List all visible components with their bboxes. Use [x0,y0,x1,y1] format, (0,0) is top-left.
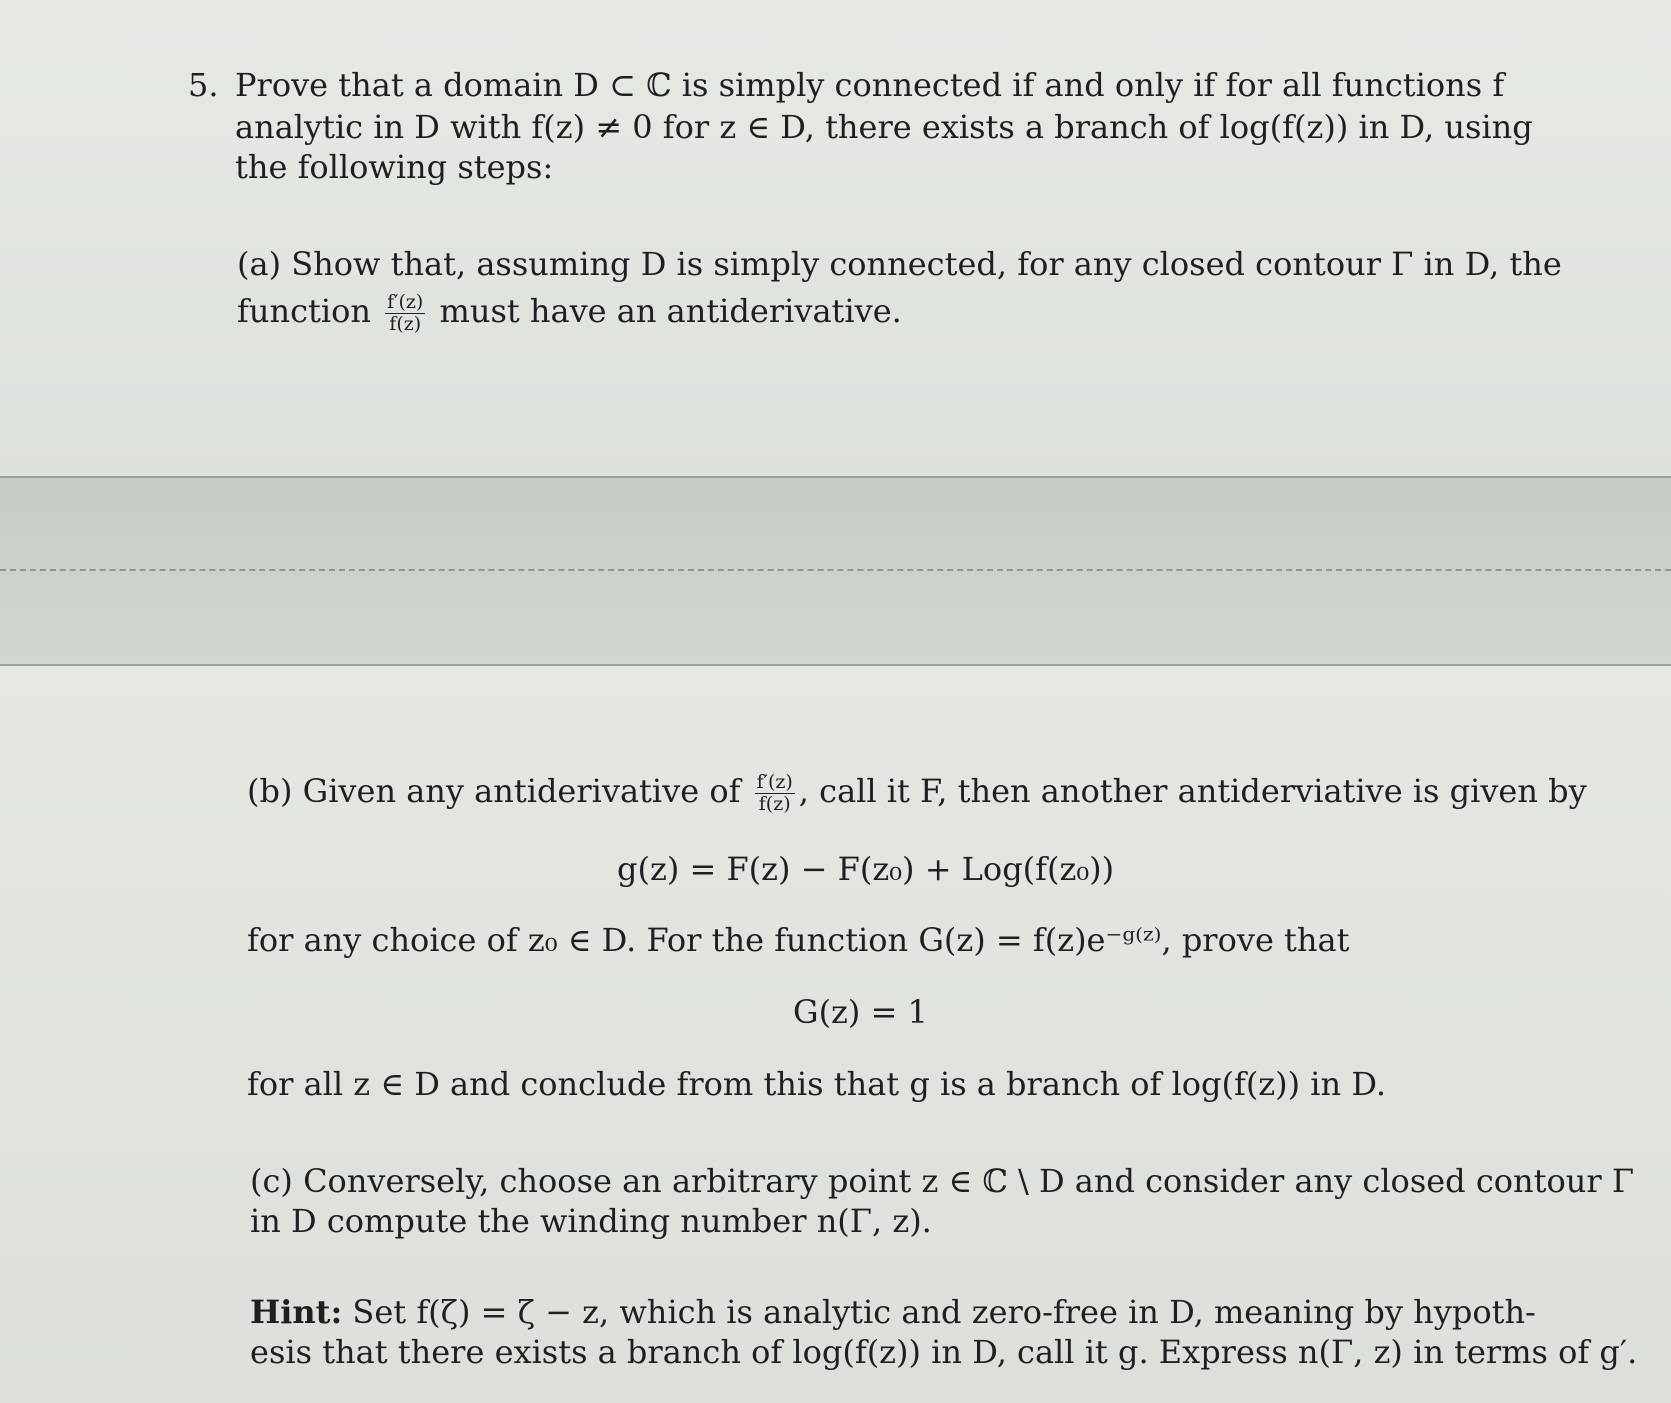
part-b-line1-rest: , call it F, then another antiderviative is given by [798,772,1587,810]
hint-line1 [250,1291,1536,1333]
dashed-divider [0,569,1671,571]
part-b-frac-numerator: f′(z) [756,771,793,793]
problem-intro-line1: Prove that a domain D ⊂ ℂ is simply connected if and only if for all functions f [235,66,1505,104]
part-b-fraction [755,772,795,815]
problem-intro-line3: the following steps: [235,148,554,186]
part-b-equation-G: G(z) = 1 [793,993,928,1031]
part-a-fraction [385,292,425,335]
problem-intro-line2: analytic in D with f(z) ≠ 0 for z ∈ D, there exists a branch of log(f(z)) in D, using [235,108,1533,146]
part-a-line2 [237,290,902,335]
part-b-line3: for all z ∈ D and conclude from this that g is a branch of log(f(z)) in D. [247,1065,1386,1103]
part-a-function-word: function [237,292,371,330]
part-b-equation-g: g(z) = F(z) − F(z₀) + Log(f(z₀)) [617,850,1115,888]
part-b-line1 [247,770,1587,815]
part-b-frac-denominator: f(z) [758,793,791,815]
part-a-frac-denominator: f(z) [389,313,422,335]
hint-line1-text: Set f(ζ) = ζ − z, which is analytic and zero-free in D, meaning by hypoth- [352,1293,1536,1331]
part-c-line2: in D compute the winding number n(Γ, z). [250,1202,932,1240]
part-a-line1: (a) Show that, assuming D is simply connected, for any closed contour Γ in D, the [237,245,1562,283]
part-b-line1-start: (b) Given any antiderivative of [247,772,741,810]
part-c-line1: (c) Conversely, choose an arbitrary point z ∈ ℂ \ D and consider any closed contour Γ [250,1162,1635,1200]
part-a-frac-numerator: f′(z) [387,291,424,313]
part-b-line2: for any choice of z₀ ∈ D. For the function G(z) = f(z)e⁻ᵍ⁽ᶻ⁾, prove that [247,921,1350,959]
sheet-gap [0,478,1671,664]
problem-number: 5. [188,66,219,104]
hint-line2: esis that there exists a branch of log(f(z)) in D, call it g. Express n(Γ, z) in terms of g′. [250,1333,1638,1371]
part-a-line2-rest: must have an antiderivative. [439,292,902,330]
hint-label: Hint: [250,1293,343,1331]
